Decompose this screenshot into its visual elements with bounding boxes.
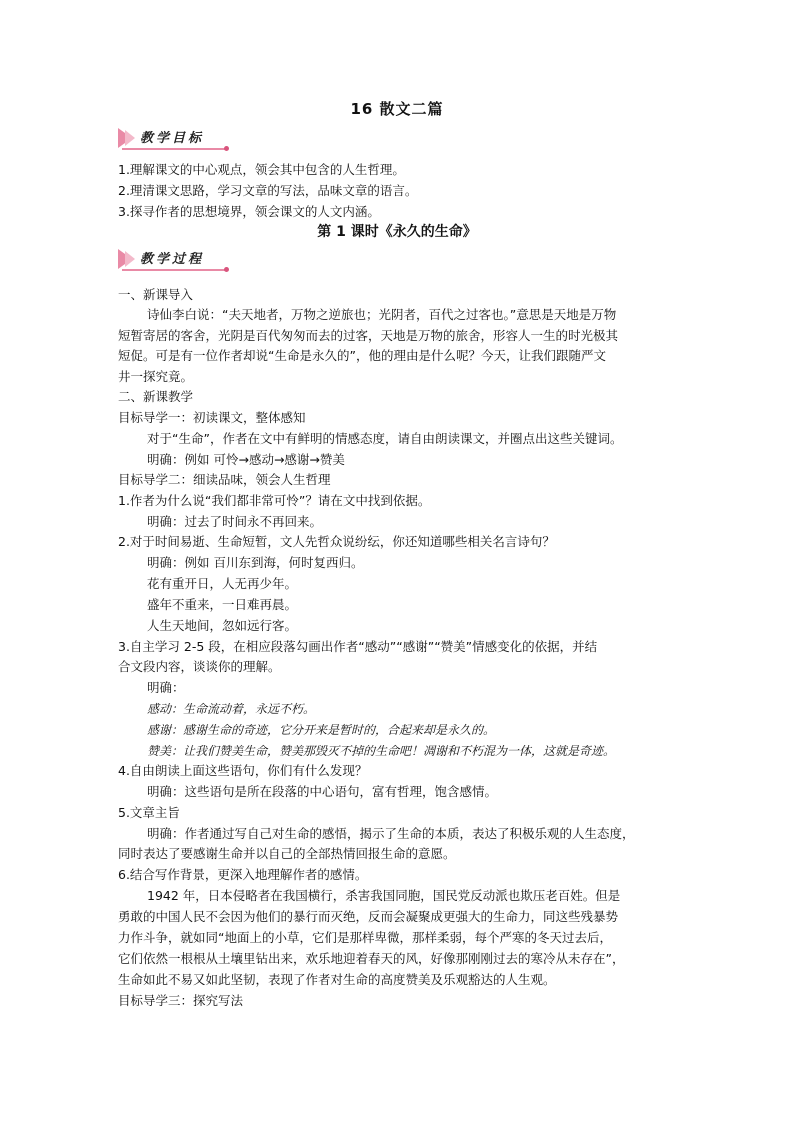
- banner-underline: [122, 148, 226, 150]
- lesson-title: 第 1 课时《永久的生命》: [317, 224, 477, 240]
- text-line: 明确：过去了时间永不再回来。: [147, 514, 323, 529]
- banner-triangle-icon: [125, 251, 135, 267]
- text-line: 同时表达了要感谢生命并以自己的全部热情回报生命的意愿。: [118, 846, 456, 861]
- text-line: 明确：: [147, 680, 185, 695]
- text-line: 对于“生命”，作者在文中有鲜明的情感态度，请自由朗读课文，并圈点出这些关键词。: [147, 431, 623, 446]
- text-line: 2.对于时间易逝、生命短暂，文人先哲众说纷纭，你还知道哪些相关名言诗句？: [118, 534, 555, 549]
- goal-item: 3.探寻作者的思想境界，领会课文的人文内涵。: [118, 204, 380, 219]
- text-line: 明确：这些语句是所在段落的中心语句，富有哲理，饱含感情。: [147, 784, 498, 799]
- banner-dot-icon: [224, 146, 229, 151]
- text-line: 短促。可是有一位作者却说“生命是永久的”，他的理由是什么呢？今天，让我们跟随严文: [118, 348, 606, 363]
- text-line: 5.文章主旨: [118, 805, 180, 820]
- section-banner-process: [116, 247, 236, 273]
- text-line: 1.作者为什么说“我们都非常可怜”？请在文中找到依据。: [118, 493, 431, 508]
- text-line: 井一探究竟。: [118, 369, 194, 384]
- text-line: 3.自主学习 2-5 段，在相应段落勾画出作者“感动”“感谢”“赞美”情感变化的依据，并结: [118, 639, 598, 654]
- text-line: 花有重开日，人无再少年。: [147, 576, 298, 591]
- banner-underline: [122, 269, 226, 271]
- text-line: 6.结合写作背景，更深入地理解作者的感情。: [118, 867, 368, 882]
- text-line: 4.自由朗读上面这些语句，你们有什么发现？: [118, 763, 368, 778]
- text-line: 目标导学三：探究写法: [118, 993, 244, 1008]
- text-line: 赞美：让我们赞美生命，赞美那毁灭不掉的生命吧！凋谢和不朽混为一体，这就是奇迹。: [147, 744, 616, 758]
- text-line: 一、新课导入: [118, 287, 194, 302]
- page-title: 16 散文二篇: [350, 100, 444, 118]
- section-banner-goals: [116, 126, 236, 152]
- text-line: 力作斗争，就如同“地面上的小草，它们是那样卑微，那样柔弱，每个严寒的冬天过去后，: [118, 930, 612, 945]
- text-line: 二、新课教学: [118, 389, 194, 404]
- section-heading: 教学过程: [140, 252, 205, 267]
- banner-dot-icon: [224, 267, 229, 272]
- text-line: 合文段内容，谈谈你的理解。: [118, 659, 281, 674]
- text-line: 盛年不重来，一日难再晨。: [147, 597, 298, 612]
- text-line: 生命如此不易又如此坚韧，表现了作者对生命的高度赞美及乐观豁达的人生观。: [118, 972, 556, 987]
- text-line: 目标导学一：初读课文，整体感知: [118, 410, 306, 425]
- text-line: 感谢：感谢生命的奇迹，它分开来是暂时的，合起来却是永久的。: [147, 723, 496, 737]
- text-line: 感动：生命流动着，永远不朽。: [147, 702, 316, 716]
- text-line: 诗仙李白说：“夫天地者，万物之逆旅也；光阴者，百代之过客也。”意思是天地是万物: [147, 307, 617, 322]
- text-line: 1942 年，日本侵略者在我国横行，杀害我国同胞，国民党反动派也欺压老百姓。但是: [147, 888, 621, 903]
- text-line: 它们依然一根根从土壤里钻出来，欢乐地迎着春天的风，好像那刚刚过去的寒冷从未存在”，: [118, 951, 625, 966]
- text-line: 明确：作者通过写自己对生命的感悟，揭示了生命的本质，表达了积极乐观的人生态度，: [147, 826, 635, 841]
- banner-triangle-icon: [125, 130, 135, 146]
- goal-item: 1.理解课文的中心观点，领会其中包含的人生哲理。: [118, 162, 405, 177]
- text-line: 短暂寄居的客舍，光阴是百代匆匆而去的过客，天地是万物的旅舍，形容人一生的时光极其: [118, 328, 619, 343]
- text-line: 明确：例如 可怜→感动→感谢→赞美: [147, 452, 345, 467]
- section-heading: 教学目标: [140, 131, 205, 146]
- text-line: 目标导学二：细读品味，领会人生哲理: [118, 472, 331, 487]
- text-line: 人生天地间，忽如远行客。: [147, 618, 298, 633]
- goal-item: 2.理清课文思路，学习文章的写法，品味文章的语言。: [118, 183, 418, 198]
- text-line: 勇敢的中国人民不会因为他们的暴行而灭绝，反而会凝聚成更强大的生命力，同这些残暴势: [118, 909, 619, 924]
- text-line: 明确：例如 百川东到海，何时复西归。: [147, 555, 364, 570]
